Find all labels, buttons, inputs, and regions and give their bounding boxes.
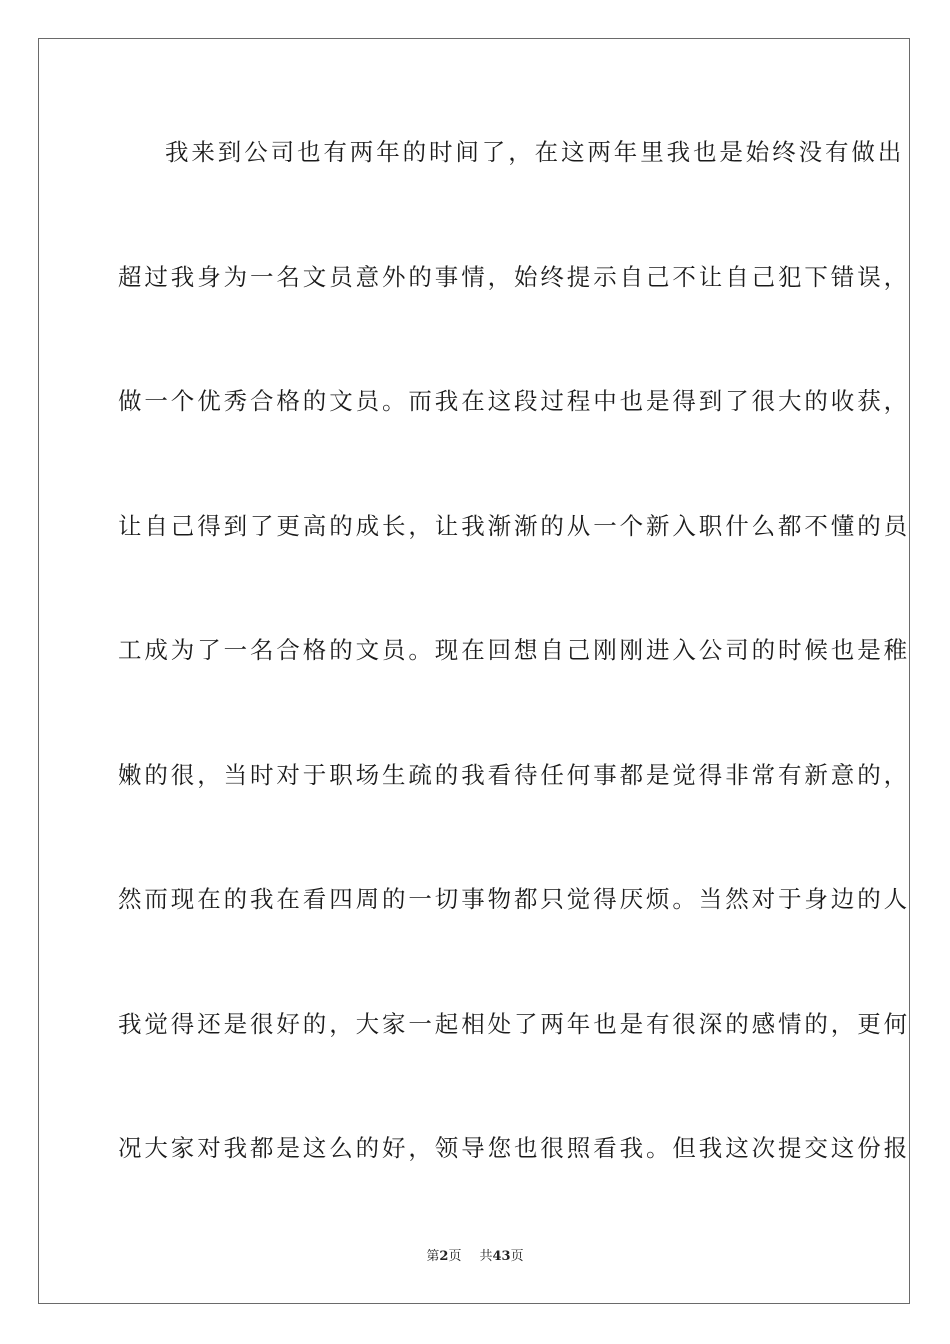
text-line-2: 超过我身为一名文员意外的事情，始终提示自己不让自己犯下错误， [118,262,910,291]
document-body [118,124,910,1245]
text-line-6: 嫩的很，当时对于职场生疏的我看待任何事都是觉得非常有新意的， [118,760,910,789]
total-label-prefix: 共 [479,1249,493,1264]
text-line-9: 况大家对我都是这么的好，领导您也很照看我。但我这次提交这份报 [118,1134,910,1162]
text-line-1: 我来到公司也有两年的时间了，在这两年里我也是始终没有做出 [165,138,905,166]
text-line-7: 然而现在的我在看四周的一切事物都只觉得厌烦。当然对于身边的人 [118,885,910,913]
total-label-suffix: 页 [510,1249,524,1264]
page-label-suffix: 页 [448,1249,462,1264]
page-footer [0,1248,950,1266]
text-line-8: 我觉得还是很好的，大家一起相处了两年也是有很深的感情的，更何 [118,1009,910,1038]
page-number: 2 [439,1249,449,1264]
total-pages: 43 [492,1249,511,1264]
page-label-prefix: 第 [426,1249,440,1264]
text-line-3: 做一个优秀合格的文员。而我在这段过程中也是得到了很大的收获， [118,387,910,415]
text-line-4: 让自己得到了更高的成长，让我渐渐的从一个新入职什么都不懂的员 [118,511,910,540]
text-line-5: 工成为了一名合格的文员。现在回想自己刚刚进入公司的时候也是稚 [118,636,910,664]
